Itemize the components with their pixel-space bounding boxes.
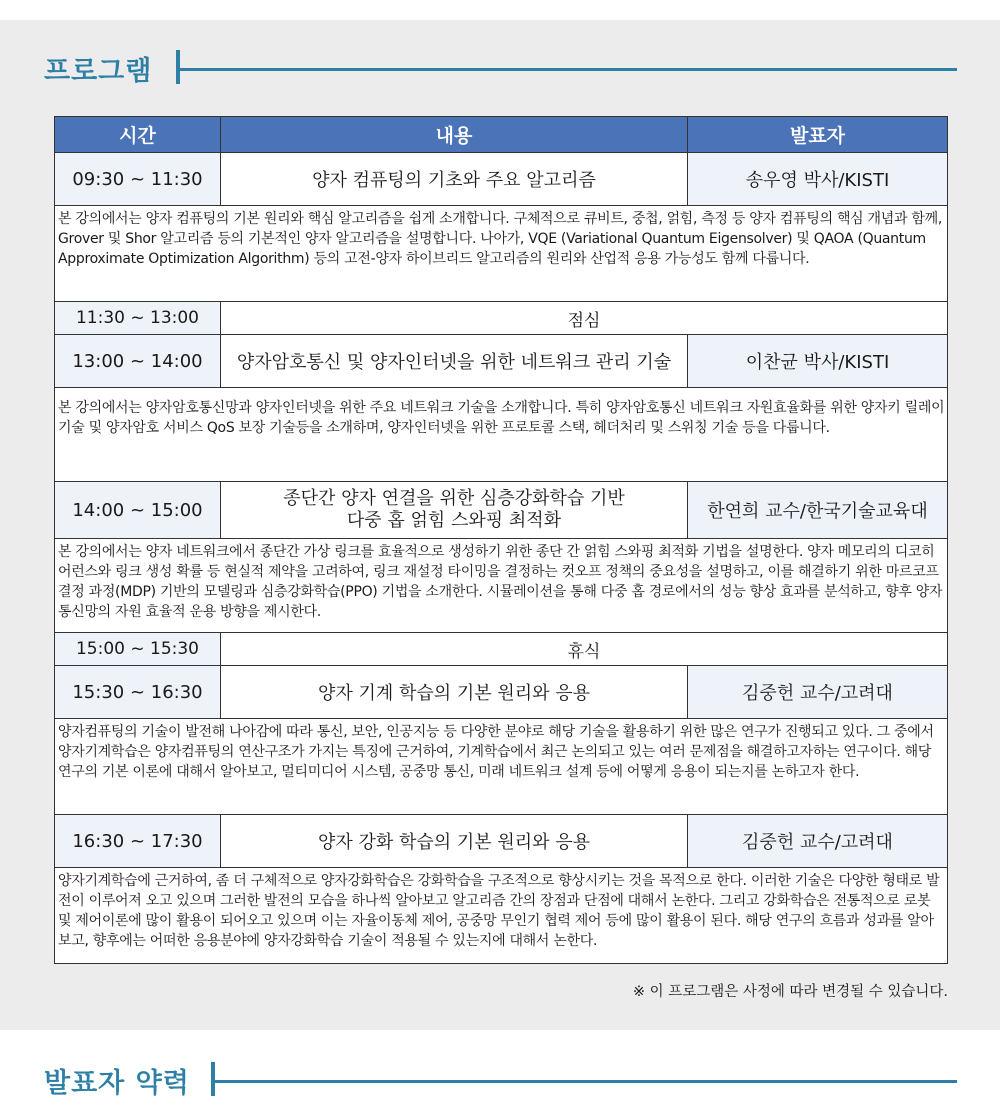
break-time: 15:00 ~ 15:30 bbox=[55, 633, 221, 666]
session-description: 본 강의에서는 양자 네트워크에서 종단간 가상 링크를 효율적으로 생성하기 위한 종단 간 얽힘 스와핑 최적화 기법을 설명한다. 양자 메모리의 디코히어런스와 링크 생성 확률 등 현실적 제약을 고려하여, 링크 재설정 타이밍을 결정하는 컷오프 정책의 중요성을 설명하고, 이를 해결하기 위한 마르코프 결정 과정(MDP) 기반의 모델링과 심층강화학습(PPO) 기법을 소개한다. 시뮬레이션을 통해 다중 홉 경로에서의 성능 향상 효과를 분석하고, 향후 양자 통신망의 자원 효율적 운용 방향을 제시한다. bbox=[55, 539, 948, 633]
break-row bbox=[55, 302, 948, 335]
session-time: 16:30 ~ 17:30 bbox=[55, 815, 221, 868]
table-row bbox=[55, 482, 948, 539]
break-label: 점심 bbox=[221, 302, 948, 335]
description-row bbox=[55, 388, 948, 482]
session-speaker: 김중헌 교수/고려대 bbox=[688, 815, 948, 868]
program-section-header bbox=[44, 46, 152, 90]
program-section-title: 프로그램 bbox=[44, 55, 153, 87]
speaker-section-title: 발표자 약력 bbox=[44, 1067, 190, 1099]
session-description: 본 강의에서는 양자암호통신망과 양자인터넷을 위한 주요 네트워크 기술을 소개합니다. 특히 양자암호통신 네트워크 자원효율화를 위한 양자키 릴레이 기술 및 양자암호 서비스 QoS 보장 기술등을 소개하며, 양자인터넷을 위한 프로토콜 스택, 헤더처리 및 스위칭 기술 등을 다룹니다. bbox=[55, 388, 948, 482]
change-notice: ※ 이 프로그램은 사정에 따라 변경될 수 있습니다. bbox=[632, 984, 948, 1000]
header-content: 내용 bbox=[221, 117, 688, 153]
session-description: 양자컴퓨팅의 기술이 발전해 나아감에 따라 통신, 보안, 인공지능 등 다양한 분야로 해당 기술을 활용하기 위한 많은 연구가 진행되고 있다. 그 중에서 양자기계학습은 양자컴퓨팅의 연산구조가 가지는 특징에 근거하여, 기계학습에서 최근 논의되고 있는 여러 문제점을 해결하고자하는 연구이다. 해당 연구의 기본 이론에 대해서 알아보고, 멀티미디어 시스템, 공중망 통신, 미래 네트워크 설계 등에 어떻게 응용이 되는지를 논하고자 한다. bbox=[55, 719, 948, 815]
program-table bbox=[54, 116, 948, 964]
speaker-title-rule bbox=[215, 1080, 957, 1083]
table-row bbox=[55, 666, 948, 719]
speaker-section-header bbox=[44, 1058, 190, 1102]
session-description: 양자기계학습에 근거하여, 좀 더 구체적으로 양자강화학습은 강화학습을 구조적으로 향상시키는 것을 목적으로 한다. 이러한 기술은 다양한 형태로 발전이 이루어져 오고 있으며 그러한 발전의 모습을 하나씩 알아보고 알고리즘 간의 장점과 단점에 대해서 논한다. 그리고 강화학습은 전통적으로 로봇 및 제어이론에 많이 활용이 되어오고 있으며 이는 자율이동체 제어, 공중망 무인기 협력 제어 등에 많이 활용이 된다. 해당 연구의 흐름과 성과를 알아보고, 향후에는 어떠한 응용분야에 양자강화학습 기술이 적용될 수 있는지에 대해서 논한다. bbox=[55, 868, 948, 964]
table-row bbox=[55, 335, 948, 388]
session-title: 양자 기계 학습의 기본 원리와 응용 bbox=[221, 666, 688, 719]
session-speaker: 김중헌 교수/고려대 bbox=[688, 666, 948, 719]
session-time: 14:00 ~ 15:00 bbox=[55, 482, 221, 539]
description-row bbox=[55, 868, 948, 964]
program-title-bar bbox=[176, 50, 180, 84]
session-title: 양자 강화 학습의 기본 원리와 응용 bbox=[221, 815, 688, 868]
table-header-row bbox=[55, 117, 948, 153]
session-title: 양자암호통신 및 양자인터넷을 위한 네트워크 관리 기술 bbox=[221, 335, 688, 388]
header-speaker: 발표자 bbox=[688, 117, 948, 153]
description-row bbox=[55, 539, 948, 633]
description-row bbox=[55, 719, 948, 815]
table-row bbox=[55, 815, 948, 868]
session-speaker: 한연희 교수/한국기술교육대 bbox=[688, 482, 948, 539]
session-time: 13:00 ~ 14:00 bbox=[55, 335, 221, 388]
session-title: 양자 컴퓨팅의 기초와 주요 알고리즘 bbox=[221, 153, 688, 206]
top-margin bbox=[0, 0, 1000, 20]
description-row bbox=[55, 206, 948, 302]
session-speaker: 이찬균 박사/KISTI bbox=[688, 335, 948, 388]
session-description: 본 강의에서는 양자 컴퓨팅의 기본 원리와 핵심 알고리즘을 쉽게 소개합니다. 구체적으로 큐비트, 중첩, 얽힘, 측정 등 양자 컴퓨팅의 핵심 개념과 함께, Grover 및 Shor 알고리즘 등의 기본적인 양자 알고리즘을 설명합니다. 나아가, VQE (Variational Quantum Eigensolver) 및 QAOA (Quantum Approximate Optimization Algorithm) 등의 고전-양자 하이브리드 알고리즘의 원리와 산업적 응용 가능성도 함께 다룹니다. bbox=[55, 206, 948, 302]
session-time: 09:30 ~ 11:30 bbox=[55, 153, 221, 206]
header-time: 시간 bbox=[55, 117, 221, 153]
session-title: 종단간 양자 연결을 위한 심층강화학습 기반 다중 홉 얽힘 스와핑 최적화 bbox=[221, 482, 688, 539]
speaker-title-bar bbox=[211, 1062, 215, 1096]
break-label: 휴식 bbox=[221, 633, 948, 666]
program-title-rule bbox=[180, 68, 957, 71]
table-row bbox=[55, 153, 948, 206]
break-time: 11:30 ~ 13:00 bbox=[55, 302, 221, 335]
session-time: 15:30 ~ 16:30 bbox=[55, 666, 221, 719]
session-speaker: 송우영 박사/KISTI bbox=[688, 153, 948, 206]
break-row bbox=[55, 633, 948, 666]
